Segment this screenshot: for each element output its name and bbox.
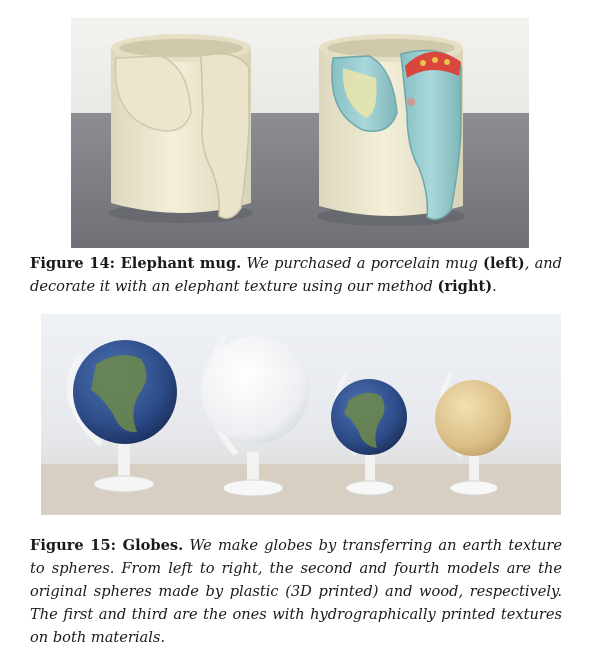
figure-15-caption	[30, 534, 562, 649]
figure-14-text-2: and decorate it with an elephant texture using our method	[30, 255, 563, 295]
figure-15-label: Figure 15: Globes.	[30, 537, 184, 554]
figure-14-label: Figure 14: Elephant mug.	[30, 255, 242, 272]
figure-14-text-1: We purchased a porcelain mug	[246, 255, 478, 272]
figure-14-right-tag: (right)	[437, 278, 493, 295]
elephant-mug-photo	[71, 18, 529, 248]
figure-15-body: We make globes by transferring an earth texture to spheres. From left to right, the second and fourth models are the original spheres made by plastic (3D printed) and wood, respectively. The first and third are the ones with hydrographically printed textures on both materials.	[30, 537, 563, 646]
globes-photo	[41, 314, 561, 515]
figure-14-caption: Figure 14: Elephant mug. We purchased a porcelain mug (left), and decorate it with an elephant texture using our method (right).	[30, 255, 563, 295]
figure-14-left-tag: (left)	[483, 255, 525, 272]
